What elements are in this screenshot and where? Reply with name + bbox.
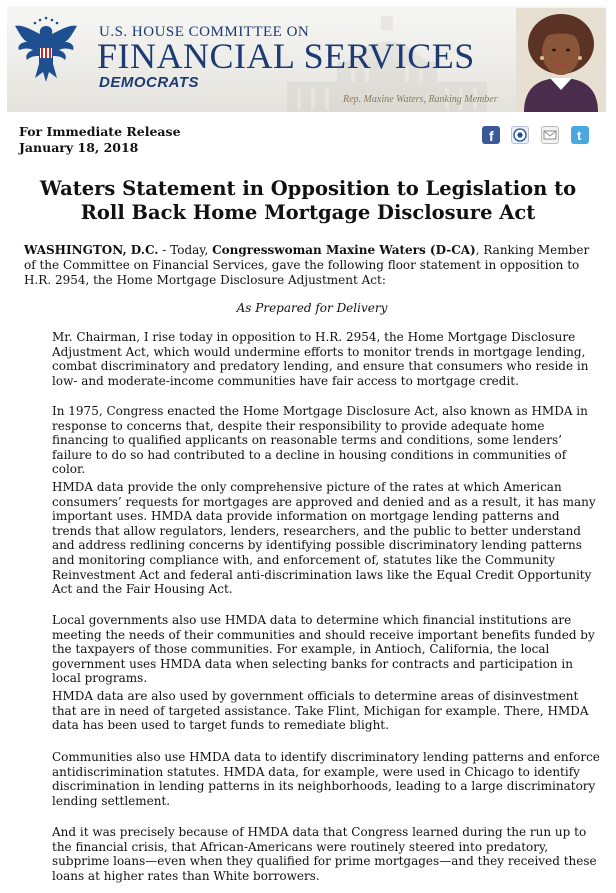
statement-paragraph: In 1975, Congress enacted the Home Mortgage Disclosure Act, also known as HMDA in response to concerns that, despite their responsibility to provide adequate home financing to qualified applicants on reasonable terms and conditions, some lenders’ failure to do so had contributed to a decline in housing conditions in communities of color.	[52, 404, 588, 477]
statement-paragraph: HMDA data are also used by government officials to determine areas of disinvestment that are in need of targeted assistance. Take Flint, Michigan for example. There, HMDA data has been used to target funds to remediate blight.	[52, 689, 589, 733]
release-label: For Immediate Release	[19, 124, 181, 139]
press-release-title: Waters Statement in Opposition to Legislation to Roll Back Home Mortgage Disclosure Act	[39, 177, 577, 224]
lead-text-pre: - Today,	[158, 243, 213, 257]
committee-banner	[7, 6, 606, 112]
svg-text:t: t	[577, 128, 582, 143]
lead-text-post: , Ranking Member of the Committee on Financial Services, gave the following floor statement in opposition to H.R. 2954, the Home Mortgage Disclosure Adjustment Act:	[24, 243, 590, 287]
lead-paragraph	[24, 243, 600, 288]
speaker-name: Congresswoman Maxine Waters (D-CA)	[212, 243, 476, 257]
committee-seal-icon[interactable]	[511, 126, 529, 144]
twitter-icon[interactable]	[571, 126, 589, 144]
ranking-member-portrait	[516, 8, 606, 112]
party-label: DEMOCRATS	[99, 74, 200, 91]
ranking-member-caption: Rep. Maxine Waters, Ranking Member	[343, 94, 498, 105]
statement-paragraph: Local governments also use HMDA data to determine which financial institutions are meeting the needs of their communities and should receive important benefits funded by the taxpayers of those communities. For example, in Antioch, California, the local government uses HMDA data when selecting banks for contracts and participation in local programs.	[52, 613, 595, 686]
committee-name: FINANCIAL SERVICES	[97, 36, 475, 76]
committee-name-line1: U.S. HOUSE COMMITTEE ON	[99, 24, 310, 40]
dateline: WASHINGTON, D.C.	[24, 243, 159, 257]
prepared-for-delivery: As Prepared for Delivery	[236, 301, 388, 315]
statement-paragraph: Communities also use HMDA data to identify discriminatory lending patterns and enforce antidiscrimination statutes. HMDA data, for example, were used in Chicago to identify discrimination in lending patterns in its neighborhoods, leading to a large discriminatory lending settlement.	[52, 750, 600, 808]
statement-paragraph: Mr. Chairman, I rise today in opposition to H.R. 2954, the Home Mortgage Disclosure Adjustment Act, which would undermine efforts to monitor trends in mortgage lending, combat discriminatory and predatory lending, and ensure that consumers who reside in low- and moderate-income communities have fair access to mortgage credit.	[52, 330, 589, 388]
release-info	[19, 124, 181, 156]
facebook-icon[interactable]	[482, 126, 500, 144]
statement-paragraph: HMDA data provide the only comprehensive picture of the rates at which American consumers’ requests for mortgages are approved and denied and as a result, it has many important uses. HMDA data provide information on mortgage lending patterns and trends that allow regulators, lenders, researchers, and the public to better understand and address redlining concerns by identifying possible discriminatory lending patterns and monitoring compliance with, and enforcement of, statutes like the Community Reinvestment Act and federal anti-discrimination laws like the Equal Credit Opportunity Act and the Fair Housing Act.	[52, 480, 596, 597]
eagle-seal-icon	[13, 16, 79, 86]
release-date: January 18, 2018	[19, 140, 139, 155]
email-icon[interactable]	[541, 126, 559, 144]
svg-text:f: f	[489, 128, 494, 144]
statement-paragraph: And it was precisely because of HMDA data that Congress learned during the run up to the financial crisis, that African-Americans were routinely steered into predatory, subprime loans—even when they qualified for prime mortgages—and they received these loans at higher rates than White borrowers.	[52, 825, 597, 883]
